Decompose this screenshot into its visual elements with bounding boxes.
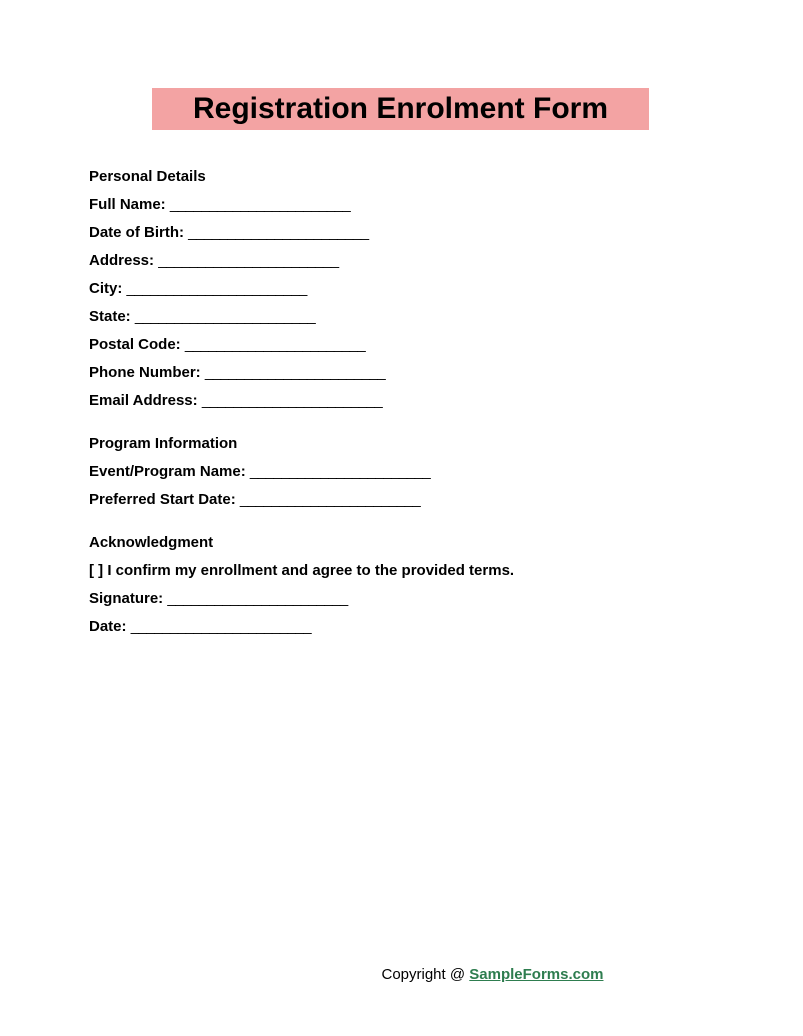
section-heading-personal-details: Personal Details [89,168,206,185]
section-heading-acknowledgment: Acknowledgment [89,534,214,551]
field-blank-line[interactable]: _______________________ [184,336,366,353]
field-state [89,303,729,331]
field-phone-number [89,359,729,387]
field-preferred-start-date [89,486,729,514]
field-label: Postal Code: [89,336,181,353]
field-label: Full Name: [89,196,166,213]
field-signature [89,585,729,613]
field-label: Date of Birth: [89,224,184,241]
field-full-name [89,191,729,219]
field-city [89,275,729,303]
sampleforms-link[interactable]: SampleForms.com [469,966,604,983]
field-blank-line[interactable]: _______________________ [249,463,431,480]
field-address [89,247,729,275]
acknowledgment-checkbox-line[interactable]: [ ] I confirm my enrollment and agree to the provided terms. [89,562,515,579]
field-blank-line[interactable]: _______________________ [126,280,307,297]
field-label: Event/Program Name: [89,463,246,480]
field-label: Address: [89,252,155,269]
field-label: State: [89,308,131,325]
field-postal-code [89,331,729,359]
field-blank-line[interactable]: _______________________ [158,252,339,269]
section-spacer [89,415,729,430]
field-blank-line[interactable]: _______________________ [201,392,383,409]
form-body [89,163,729,641]
footer-content [382,966,604,983]
field-label: Phone Number: [89,364,201,381]
footer [0,966,803,983]
field-blank-line[interactable]: _______________________ [134,308,316,325]
field-email-address [89,387,729,415]
field-blank-line[interactable]: _______________________ [169,196,351,213]
field-blank-line[interactable]: _______________________ [130,618,312,635]
field-blank-line[interactable]: _______________________ [239,491,421,508]
section-spacer [89,514,729,529]
field-label: Email Address: [89,392,198,409]
field-blank-line[interactable]: _______________________ [204,364,386,381]
field-label: Signature: [89,590,164,607]
field-event-program-name [89,458,729,486]
page-title: Registration Enrolment Form [152,88,649,130]
field-date-of-birth [89,219,729,247]
field-blank-line[interactable]: _______________________ [188,224,369,241]
field-date [89,613,729,641]
section-heading-program-information: Program Information [89,435,238,452]
field-blank-line[interactable]: _______________________ [167,590,348,607]
field-label: Preferred Start Date: [89,491,236,508]
field-label: City: [89,280,123,297]
field-label: Date: [89,618,127,635]
copyright-text: Copyright @ [381,966,466,983]
